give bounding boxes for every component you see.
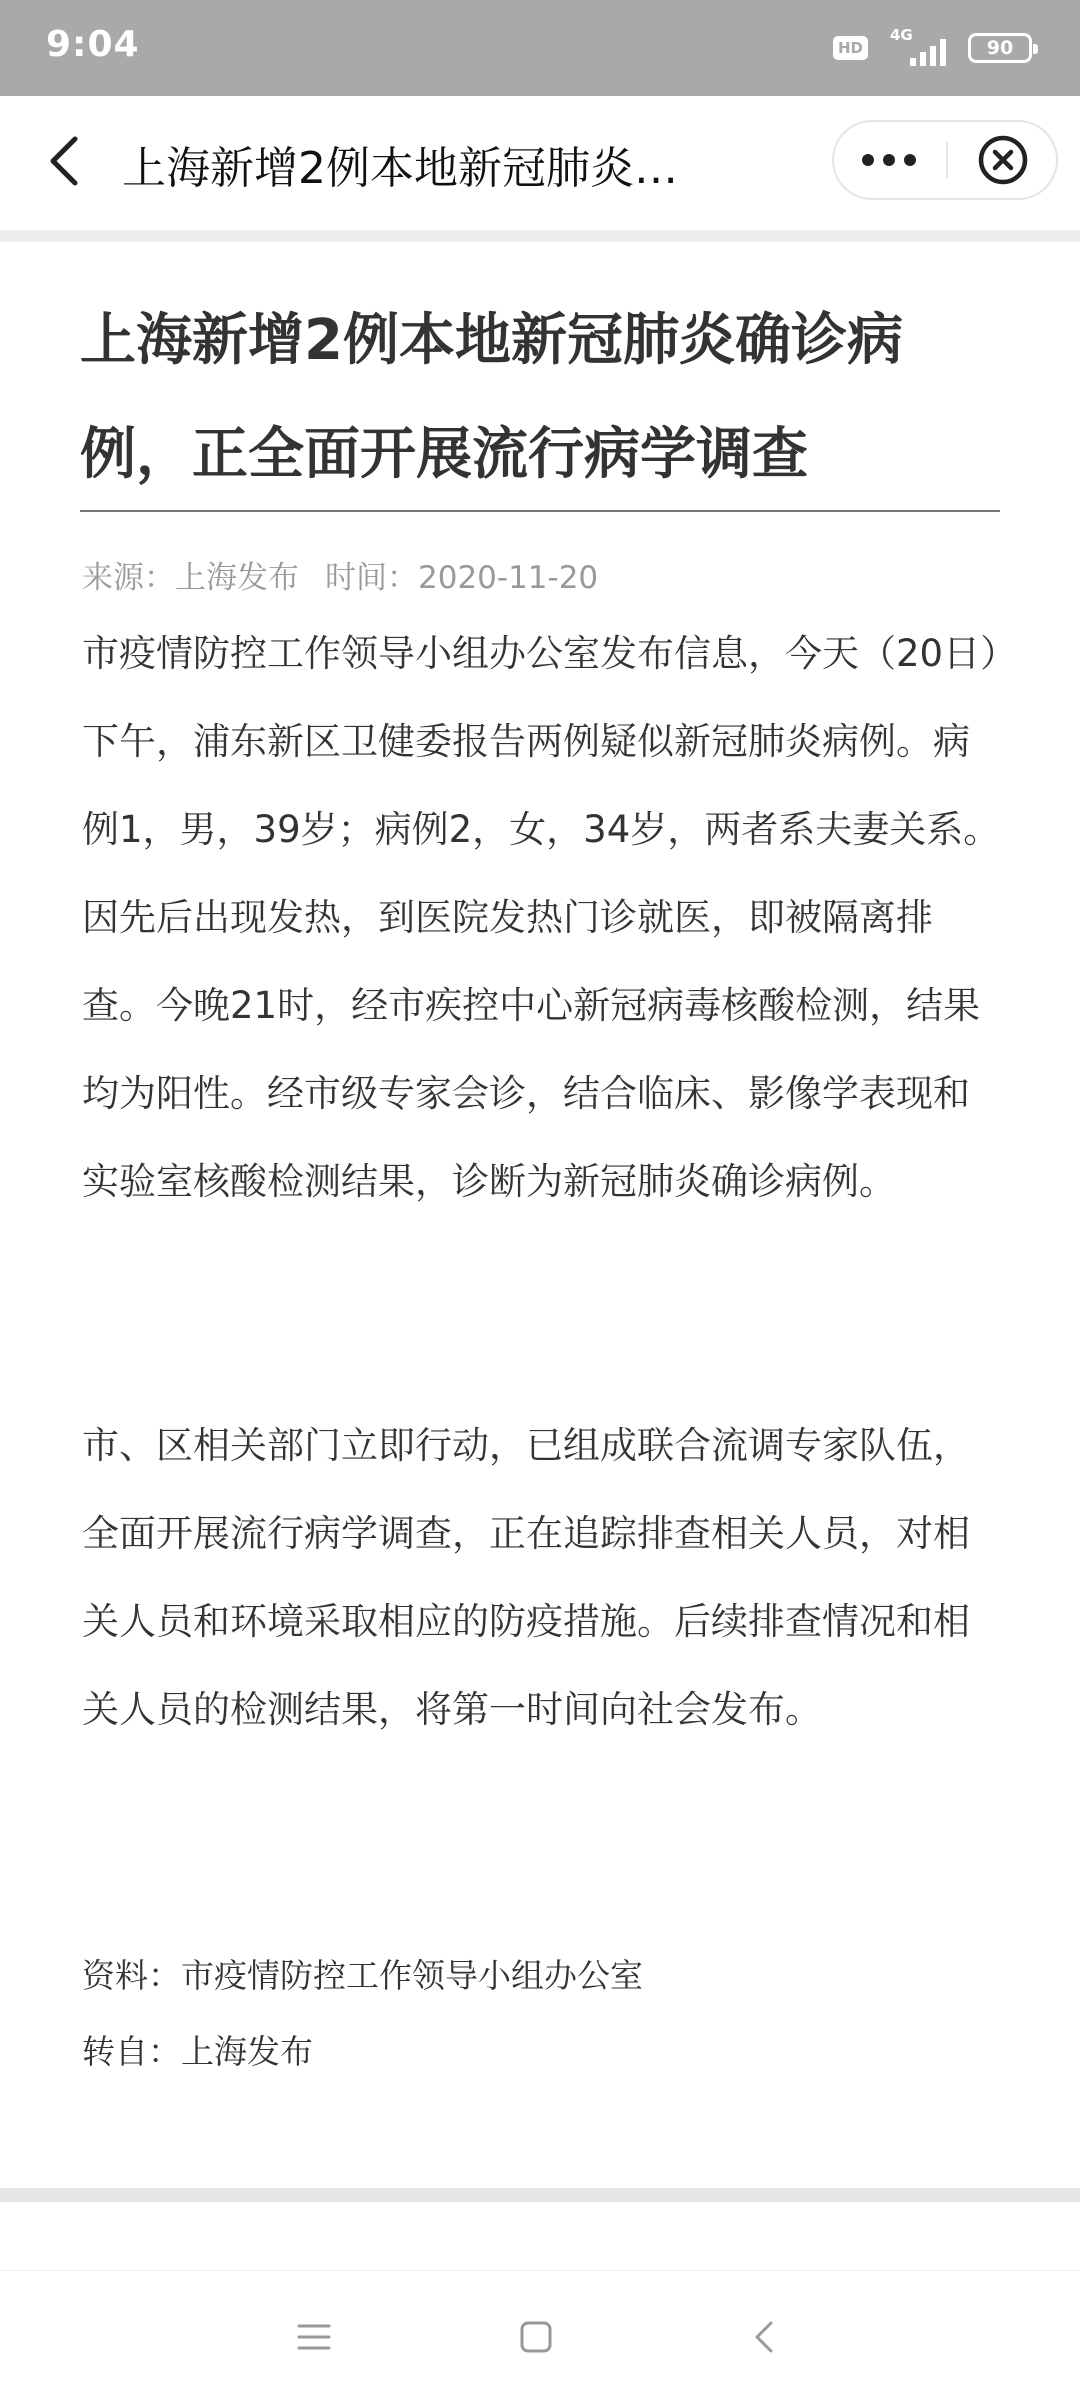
- article-time: 时间：2020-11-20: [325, 560, 599, 596]
- network-label: 4G: [890, 26, 913, 44]
- article-meta: [82, 552, 624, 597]
- back-button[interactable]: [30, 126, 100, 196]
- article-repost: 转自：上海发布: [82, 2032, 313, 2071]
- signal-icon: [890, 26, 946, 66]
- close-button[interactable]: [948, 122, 1058, 198]
- chevron-left-icon: [45, 133, 85, 189]
- divider-band: [0, 2188, 1080, 2202]
- battery-level: 90: [986, 37, 1014, 59]
- system-back-button[interactable]: [734, 2307, 794, 2367]
- home-square-icon: [519, 2320, 553, 2354]
- article-source: 来源：上海发布: [82, 560, 299, 596]
- recent-apps-button[interactable]: [284, 2307, 344, 2367]
- nav-bar: [0, 96, 1080, 230]
- status-bar: [0, 0, 1080, 96]
- battery-icon: [968, 33, 1032, 63]
- status-icons: [833, 26, 1032, 66]
- status-time: 9:04: [46, 24, 140, 65]
- home-button[interactable]: [506, 2307, 566, 2367]
- article-paragraph: 市、区相关部门立即行动，已组成联合流调专家队伍，全面开展流行病学调查，正在追踪排查相关人员，对相关人员和环境采取相应的防疫措施。后续排查情况和相关人员的检测结果，将第一时间向社会发布。: [82, 1424, 970, 1731]
- close-circle-icon: [977, 134, 1029, 186]
- headline-divider: [80, 510, 1000, 512]
- menu-capsule: [832, 120, 1058, 200]
- more-dots-icon: [861, 153, 917, 167]
- divider-band: [0, 230, 1080, 242]
- more-button[interactable]: [834, 122, 944, 198]
- menu-icon: [296, 2322, 332, 2352]
- nav-title: 上海新增2例本地新冠肺炎…: [122, 143, 678, 194]
- back-chevron-icon: [752, 2319, 776, 2355]
- article-paragraph: 市疫情防控工作领导小组办公室发布信息，今天（20日）下午，浦东新区卫健委报告两例疑似新冠肺炎病例。病例1，男，39岁；病例2，女，34岁，两者系夫妻关系。因先后出现发热，到医院发热门诊就医，即被隔离排查。今晚21时，经市疾控中心新冠病毒核酸检测，结果均为阳性。经市级专家会诊，结合临床、影像学表现和实验室核酸检测结果，诊断为新冠肺炎确诊病例。: [82, 632, 1001, 1203]
- article-headline: 上海新增2例本地新冠肺炎确诊病例，正全面开展流行病学调查: [80, 308, 903, 487]
- hd-badge: HD: [833, 36, 868, 60]
- signal-bars: [910, 39, 946, 66]
- article-reference: 资料：市疫情防控工作领导小组办公室: [82, 1956, 643, 1995]
- system-nav-bar: [0, 2270, 1080, 2400]
